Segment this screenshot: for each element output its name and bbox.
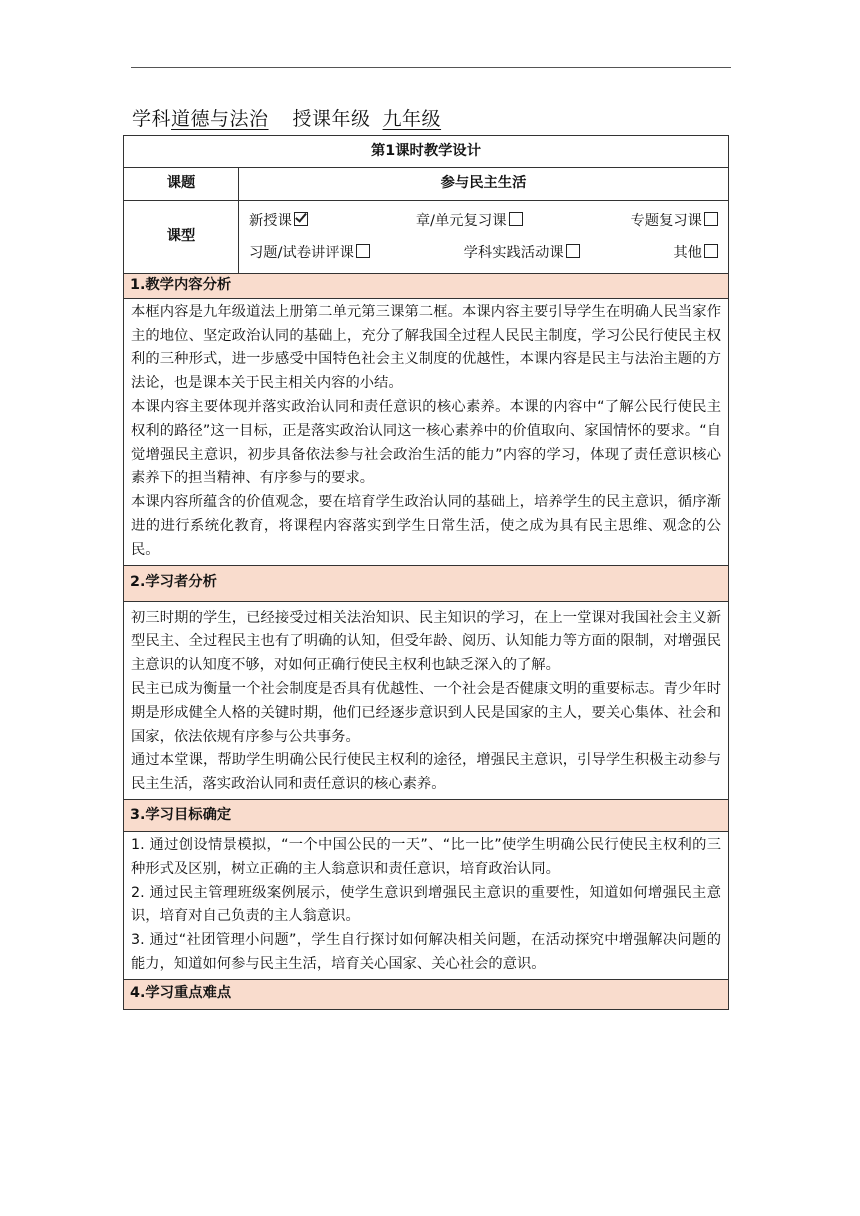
- type-option-label: 新授课: [249, 213, 292, 229]
- type-option-label: 章/单元复习课: [415, 213, 507, 229]
- section-body-learner-analysis: [124, 601, 729, 799]
- table-title: 第1课时教学设计: [124, 136, 729, 168]
- checked-checkbox-icon[interactable]: [294, 212, 308, 226]
- type-option-label: 其他: [673, 245, 702, 261]
- section-body-learning-goals: [124, 831, 729, 979]
- grade-label: 授课年级: [292, 108, 371, 130]
- type-options-row: [249, 205, 718, 237]
- paragraph: 初三时期的学生，已经接受过相关法治知识、民主知识的学习，在上一堂课对我国社会主义新型民主、全过程民主也有了明确的认知，但受年龄、阅历、认知能力等方面的限制，对增强民主意识的认知度不够，对如何正确行使民主权利也缺乏深入的了解。: [131, 609, 721, 674]
- paragraph: 本课内容所蕴含的价值观念，要在培育学生政治认同的基础上，培养学生的民主意识，循序渐进的进行系统化教育，将课程内容落实到学生日常生活，使之成为具有民主思维、观念的公民。: [131, 494, 721, 558]
- document-header: [132, 104, 441, 131]
- paragraph: 本课内容主要体现并落实政治认同和责任意识的核心素养。本课的内容中“了解公民行使民主权利的路径”这一目标，正是落实政治认同这一核心素养中的价值取向、家国情怀的要求。“自觉增强民主意识，初步具备依法参与社会政治生活的能力”内容的学习，体现了责任意识核心素养下的担当精神、有序参与的要求。: [131, 398, 721, 487]
- checkbox-icon[interactable]: [704, 212, 718, 226]
- paragraph: 2. 通过民主管理班级案例展示，使学生意识到增强民主意识的重要性，知道如何增强民主意识，培育对自己负责的主人翁意识。: [131, 884, 721, 925]
- subject-label: 学科: [132, 108, 172, 130]
- paragraph: 1. 通过创设情景模拟，“一个中国公民的一天”、“比一比”使学生明确公民行使民主权利的三种形式及区别，树立正确的主人翁意识和责任意识，培育政治认同。: [131, 836, 721, 877]
- top-rule: [131, 67, 731, 68]
- section-heading-learner-analysis: 2.学习者分析: [124, 565, 729, 601]
- paragraph: 通过本堂课，帮助学生明确公民行使民主权利的途径，增强民主意识，引导学生积极主动参与民主生活，落实政治认同和责任意识的核心素养。: [131, 752, 721, 793]
- grade-value: 九年级: [382, 108, 442, 130]
- topic-value: 参与民主生活: [239, 168, 729, 201]
- topic-label: 课题: [124, 168, 239, 201]
- type-option: [416, 205, 523, 237]
- type-label: 课型: [124, 201, 239, 274]
- type-option-label: 专题复习课: [630, 213, 702, 229]
- type-option: [464, 237, 580, 269]
- checkbox-icon[interactable]: [704, 244, 718, 258]
- checkbox-icon[interactable]: [509, 212, 523, 226]
- section-heading-key-points: 4.学习重点难点: [124, 979, 729, 1009]
- section-heading-content-analysis: 1.教学内容分析: [124, 274, 729, 299]
- section-heading-learning-goals: 3.学习目标确定: [124, 799, 729, 831]
- type-option-label: 学科实践活动课: [463, 245, 564, 261]
- lesson-design-table: [123, 135, 729, 1010]
- paragraph: 民主已成为衡量一个社会制度是否具有优越性、一个社会是否健康文明的重要标志。青少年时期是形成健全人格的关键时期，他们已经逐步意识到人民是国家的主人，要关心集体、社会和国家，依法依规有序参与公共事务。: [131, 680, 721, 745]
- section-body-content-analysis: [124, 298, 729, 565]
- checkbox-icon[interactable]: [356, 244, 370, 258]
- type-option: [631, 205, 718, 237]
- type-options-row: [249, 237, 718, 269]
- paragraph: 3. 通过“社团管理小问题”，学生自行探讨如何解决相关问题，在活动探究中增强解决问题的能力，知道如何参与民主生活，培育关心国家、关心社会的意识。: [131, 932, 721, 972]
- type-option: [673, 237, 718, 269]
- paragraph: 本框内容是九年级道法上册第二单元第三课第二框。本课内容主要引导学生在明确人民当家作主的地位、坚定政治认同的基础上，充分了解我国全过程人民民主制度，学习公民行使民主权利的三种形式，进一步感受中国特色社会主义制度的优越性，本课内容是民主与法治主题的方法论，也是课本关于民主相关内容的小结。: [131, 303, 721, 392]
- type-option-label: 习题/试卷讲评课: [249, 245, 354, 261]
- type-options: [239, 201, 729, 274]
- checkbox-icon[interactable]: [566, 244, 580, 258]
- subject-value: 道德与法治: [171, 108, 269, 130]
- type-option: [249, 205, 308, 237]
- type-option: [249, 237, 370, 269]
